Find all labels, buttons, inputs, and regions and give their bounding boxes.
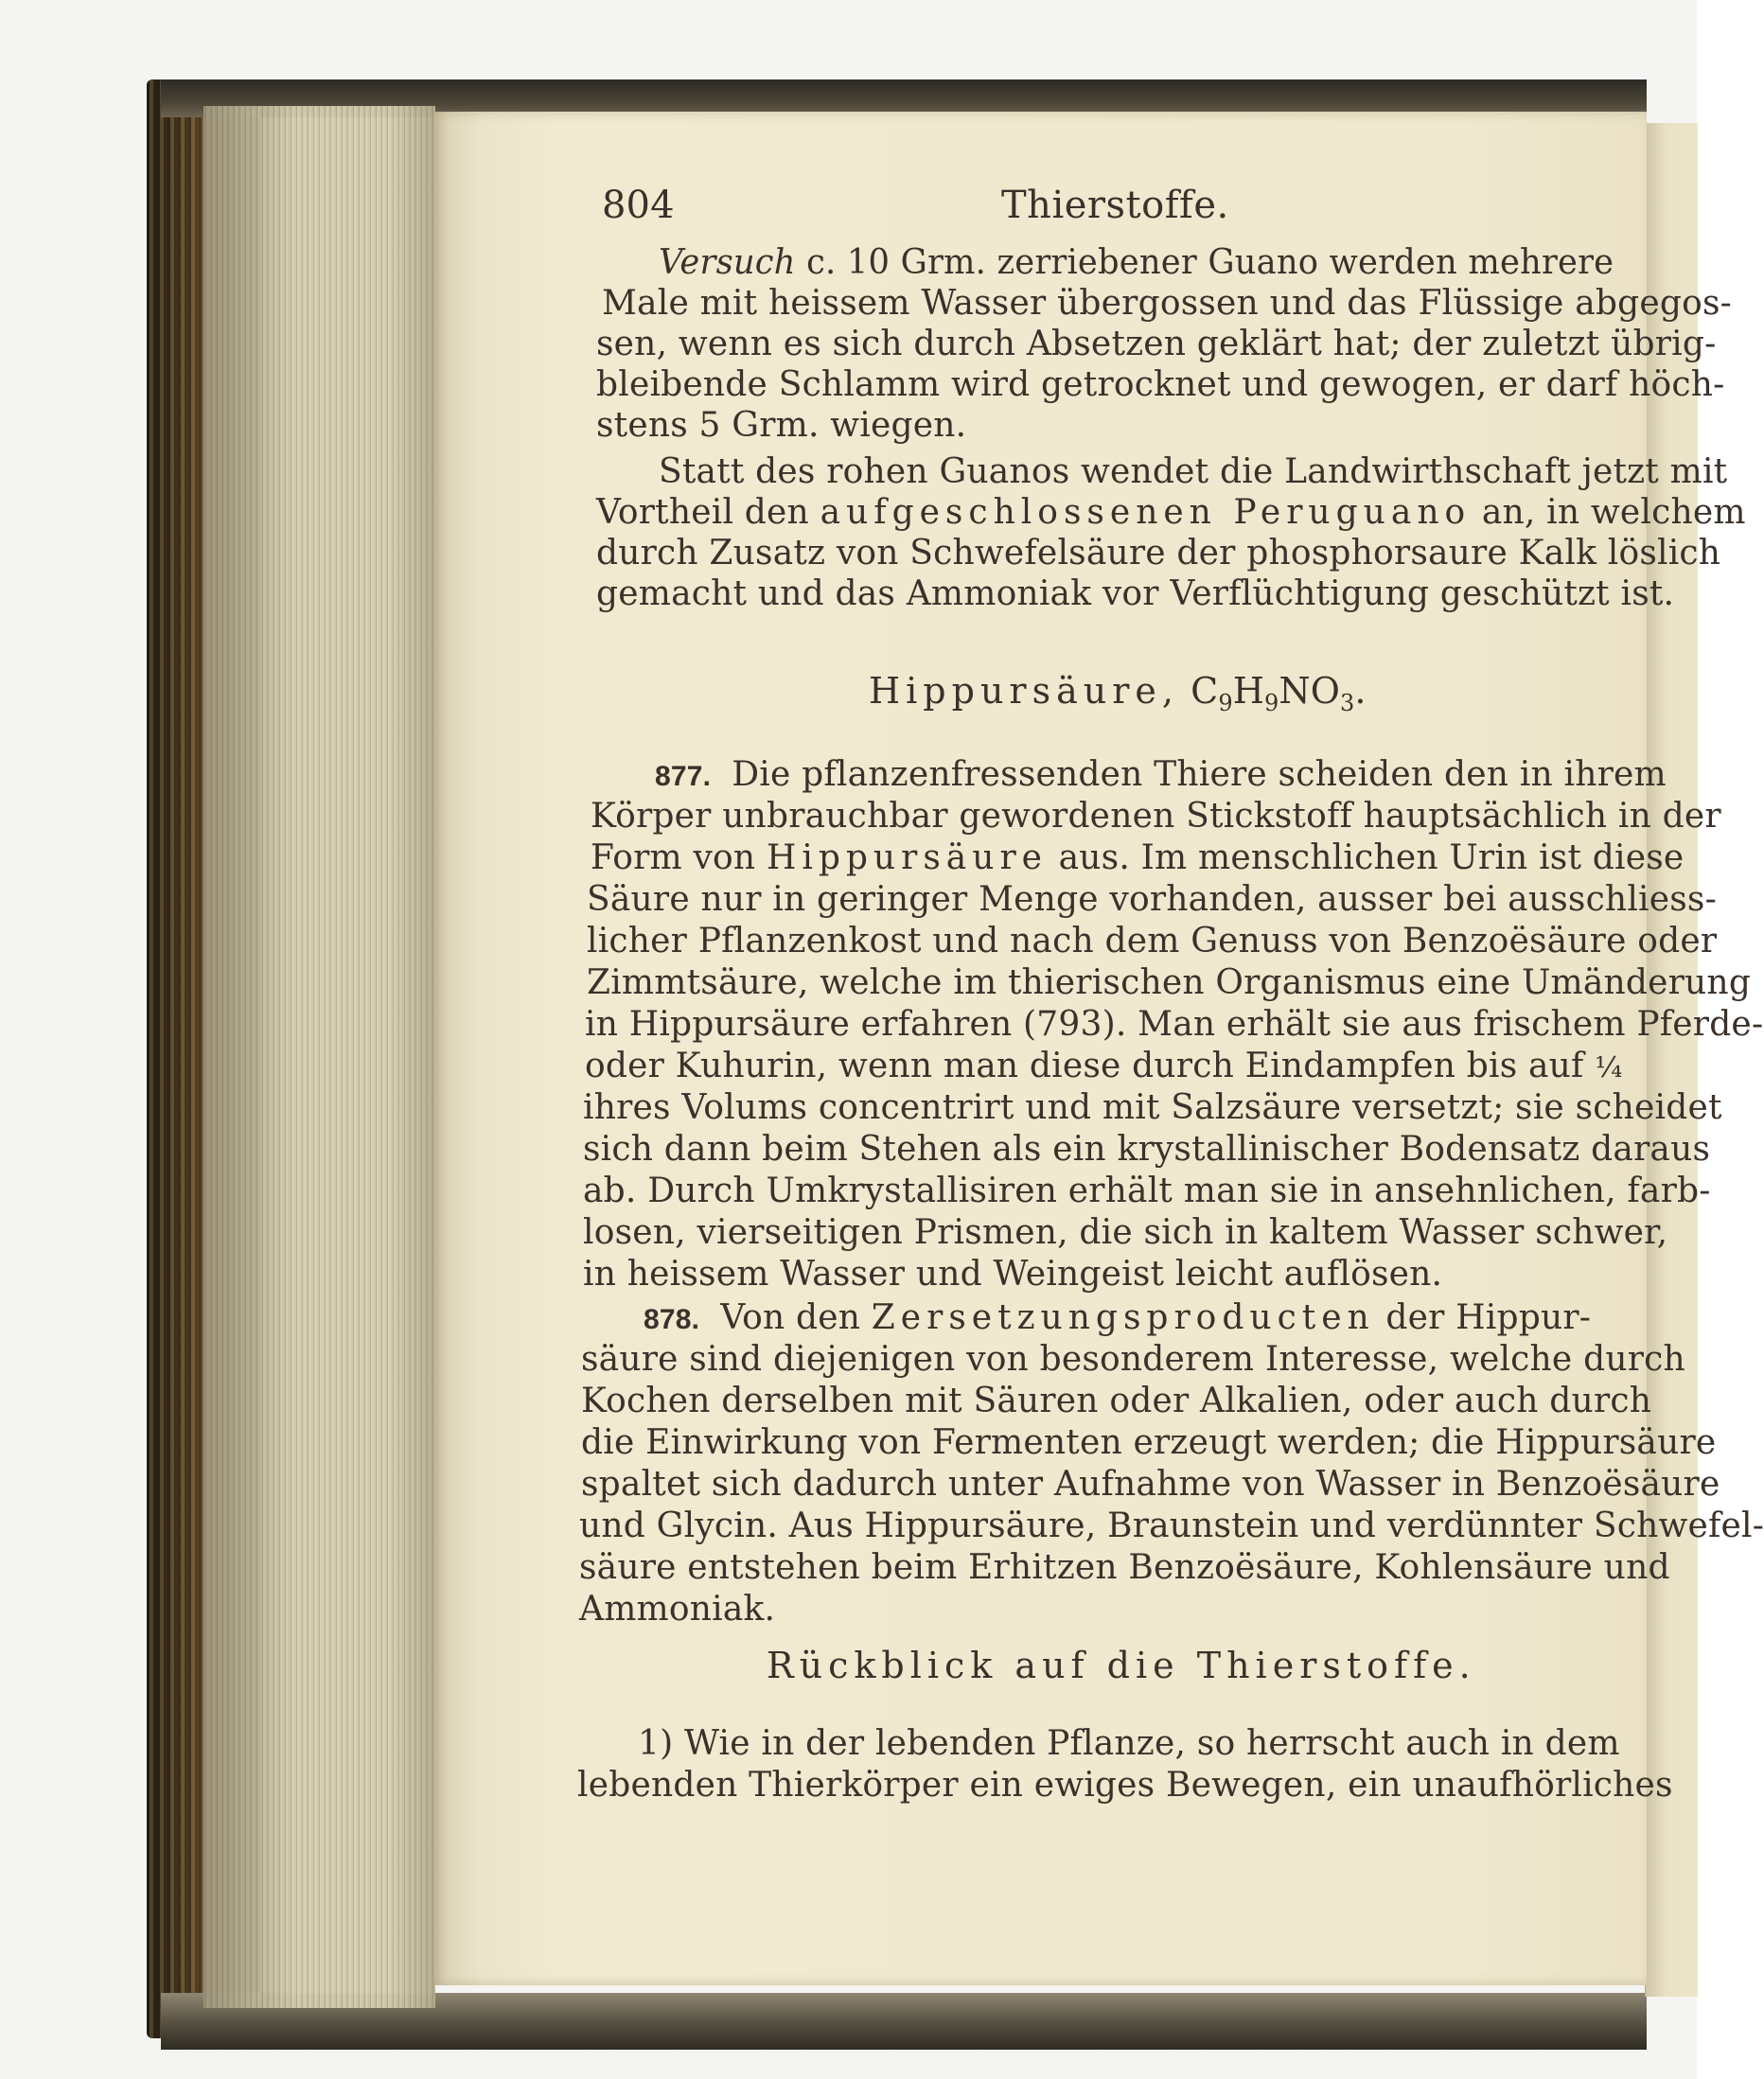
review-paragraph-line-1: 1) Wie in der lebenden Pflanze, so herrscht auch in dem	[638, 1724, 1620, 1763]
paragraph-1-line-4: bleibende Schlamm wird getrocknet und gewogen, er darf höch-	[596, 365, 1725, 404]
versuch-label: Versuch	[659, 243, 796, 282]
paragraph-877-line-9: ihres Volums concentrirt und mit Salzsäure versetzt; sie scheidet	[583, 1088, 1722, 1127]
emphasis-peruguano: aufgeschlossenen Peruguano	[820, 493, 1472, 532]
emphasis-hippursaeure: Hippursäure	[766, 838, 1048, 877]
paragraph-877-line-5: licher Pflanzenkost und nach dem Genuss von Benzoësäure oder	[587, 922, 1718, 960]
paragraph-2-line-4: gemacht und das Ammoniak vor Verflüchtigung geschützt ist.	[596, 574, 1675, 613]
paragraph-877-line-4: Säure nur in geringer Menge vorhanden, ausser bei ausschliess-	[587, 880, 1717, 919]
paragraph-1-line-1: Versuch c. 10 Grm. zerriebener Guano werden mehrere	[659, 243, 1614, 282]
paragraph-878-line-1: 878. Von den Zersetzungsproducten der Hippur-	[644, 1298, 1592, 1337]
paragraph-878-line-2: säure sind diejenigen von besonderem Interesse, welche durch	[581, 1340, 1685, 1379]
paragraph-877-line-10: sich dann beim Stehen als ein krystallinischer Bodensatz daraus	[583, 1130, 1711, 1169]
paragraph-1-line-3: sen, wenn es sich durch Absetzen geklärt hat; der zuletzt übrig-	[596, 325, 1717, 363]
paragraph-877-line-3: Form von Hippursäure aus. Im menschlichen Urin ist diese	[591, 838, 1685, 877]
paragraph-877-line-8: oder Kuhurin, wenn man diese durch Eindampfen bis auf ¼	[585, 1047, 1623, 1085]
page-number: 804	[602, 184, 675, 227]
paragraph-878-line-5: spaltet sich dadurch unter Aufnahme von Wasser in Benzoësäure	[581, 1465, 1720, 1504]
paragraph-878-line-8: Ammoniak.	[579, 1590, 776, 1629]
paragraph-877-line-2: Körper unbrauchbar gewordenen Stickstoff hauptsächlich in der	[591, 797, 1721, 836]
section-heading-rueckblick: Rückblick auf die Thierstoffe.	[767, 1645, 1476, 1686]
section-number-878: 878.	[644, 1304, 700, 1335]
review-paragraph-line-2: lebenden Thierkörper ein ewiges Bewegen, ein unaufhörliches	[577, 1766, 1673, 1805]
paragraph-2-line-3: durch Zusatz von Schwefelsäure der phosphorsaure Kalk löslich	[596, 534, 1721, 573]
chemical-formula: $C_9H_9NO_3$.	[1191, 670, 1367, 716]
paragraph-877-line-1: 877. Die pflanzenfressenden Thiere scheiden den in ihrem	[655, 755, 1667, 794]
section-heading-hippursaeure: Hippursäure, $C_9H_9NO_3$.	[869, 670, 1367, 716]
paragraph-877-line-6: Zimmtsäure, welche im thierischen Organismus eine Umänderung	[587, 963, 1752, 1002]
paragraph-877-line-13: in heissem Wasser und Weingeist leicht auflösen.	[583, 1255, 1443, 1294]
paragraph-878-line-7: säure entstehen beim Erhitzen Benzoësäure, Kohlensäure und	[579, 1548, 1670, 1587]
paragraph-878-line-3: Kochen derselben mit Säuren oder Alkalien, oder auch durch	[581, 1382, 1652, 1420]
paragraph-2-line-1: Statt des rohen Guanos wendet die Landwirthschaft jetzt mit	[659, 452, 1728, 491]
section-number-877: 877.	[655, 761, 712, 792]
paragraph-877-line-11: ab. Durch Umkrystallisiren erhält man sie in ansehnlichen, farb-	[583, 1172, 1711, 1210]
paragraph-877-line-7: in Hippursäure erfahren (793). Man erhält sie aus frischem Pferde-	[585, 1005, 1764, 1044]
emphasis-zersetzungsproducten: Zersetzungsproducten	[871, 1298, 1375, 1337]
paragraph-1-line-2: Male mit heissem Wasser übergossen und das Flüssige abgegos-	[602, 284, 1733, 323]
paragraph-877-line-12: losen, vierseitigen Prismen, die sich in kaltem Wasser schwer,	[583, 1213, 1668, 1252]
paragraph-2-line-2: Vortheil den aufgeschlossenen Peruguano an, in welchem	[596, 493, 1746, 532]
running-title: Thierstoffe.	[1001, 184, 1229, 227]
paragraph-878-line-4: die Einwirkung von Fermenten erzeugt werden; die Hippursäure	[581, 1423, 1717, 1462]
paragraph-1-line-5: stens 5 Grm. wiegen.	[596, 406, 967, 445]
fraction-quarter: ¼	[1595, 1051, 1623, 1084]
facing-page-edge	[1645, 123, 1698, 1997]
paragraph-878-line-6: und Glycin. Aus Hippursäure, Braunstein und verdünnter Schwefel-	[579, 1506, 1764, 1545]
page-edges-shade	[203, 106, 435, 2008]
